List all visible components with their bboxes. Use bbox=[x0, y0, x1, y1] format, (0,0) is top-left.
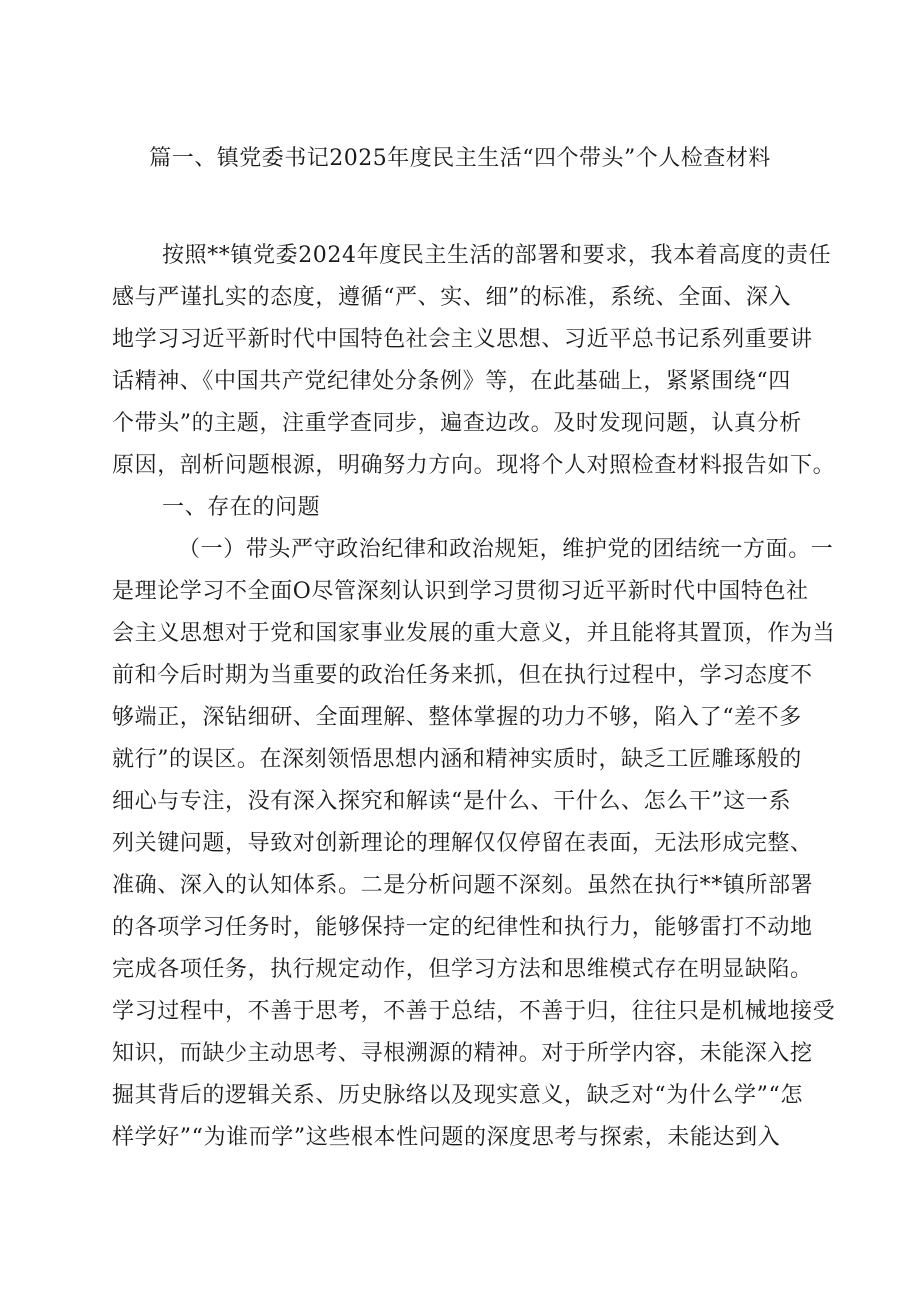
body-line: 的各项学习任务时，能够保持一定的纪律性和执行力，能够雷打不动地 bbox=[112, 915, 813, 940]
body-line: 会主义思想对于党和国家事业发展的重大意义，并且能将其置顶，作为当 bbox=[112, 621, 836, 646]
body-line: 前和今后时期为当重要的政治任务来抓，但在执行过程中，学习态度不 bbox=[112, 663, 813, 688]
intro-line: 按照**镇党委2024年度民主生活的部署和要求，我本着高度的责任 bbox=[162, 243, 832, 268]
body-line: 准确、深入的认知体系。二是分析问题不深刻。虽然在执行**镇所部署 bbox=[112, 873, 814, 898]
body-line: 列关键问题，导致对创新理论的理解仅仅停留在表面，无法形成完整、 bbox=[112, 831, 813, 856]
body-line: 细心与专注，没有深入探究和解读“是什么、干什么、怎么干”这一系 bbox=[112, 789, 792, 814]
body-line: （一）带头严守政治纪律和政治规矩，维护党的团结统一方面。一 bbox=[178, 537, 834, 562]
body-line: 就行”的误区。在深刻领悟思想内涵和精神实质时，缺乏工匠雕琢般的 bbox=[112, 747, 802, 772]
body-line: 知识，而缺少主动思考、寻根溯源的精神。对于所学内容，未能深入挖 bbox=[112, 1041, 813, 1066]
body-line: 样学好”“为谁而学”这些根本性问题的深度思考与探索，未能达到入 bbox=[112, 1125, 781, 1150]
document-title: 篇一、镇党委书记2025年度民主生活“四个带头”个人检查材料 bbox=[149, 146, 771, 171]
body-line: 够端正，深钻细研、全面理解、整体掌握的功力不够，陷入了“差不多 bbox=[112, 705, 802, 730]
body-line: 学习过程中，不善于思考，不善于总结，不善于归，往往只是机械地接受 bbox=[112, 999, 836, 1024]
body-line: 完成各项任务，执行规定动作，但学习方法和思维模式存在明显缺陷。 bbox=[112, 957, 813, 982]
intro-line: 话精神、《中国共产党纪律处分条例》等，在此基础上，紧紧围绕“四 bbox=[112, 369, 791, 394]
body-line: 掘其背后的逻辑关系、历史脉络以及现实意义，缺乏对“为什么学”“怎 bbox=[112, 1083, 803, 1108]
section-heading: 一、存在的问题 bbox=[162, 495, 321, 520]
intro-line: 地学习习近平新时代中国特色社会主义思想、习近平总书记系列重要讲 bbox=[112, 327, 813, 352]
intro-line: 个带头”的主题，注重学查同步，遍查边改。及时发现问题，认真分析 bbox=[112, 411, 802, 436]
body-line: 是理论学习不全面O尽管深刻认识到学习贯彻习近平新时代中国特色社 bbox=[112, 579, 809, 604]
intro-line: 感与严谨扎实的态度，遵循“严、实、细”的标准，系统、全面、深入 bbox=[112, 285, 792, 310]
intro-line: 原因，剖析问题根源，明确努力方向。现将个人对照检查材料报告如下。 bbox=[112, 453, 836, 478]
